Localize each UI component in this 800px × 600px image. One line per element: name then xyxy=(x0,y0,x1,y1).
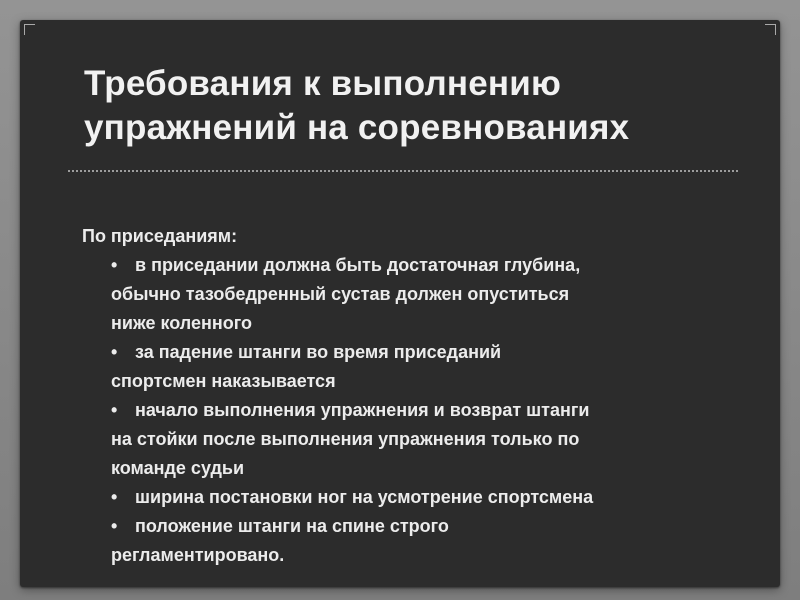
bullet-icon: • xyxy=(111,487,118,507)
bullet-text: на стойки после выполнения упражнения только по xyxy=(111,429,580,449)
title-line: Требования к выполнению xyxy=(84,64,562,103)
bullet-icon: • xyxy=(111,255,118,275)
bullet-item xyxy=(82,251,742,338)
slide xyxy=(20,20,780,587)
bullet-text: регламентировано. xyxy=(111,545,285,565)
title-line: упражнений на соревнованиях xyxy=(84,108,630,147)
slide-title xyxy=(84,62,744,150)
bullet-item xyxy=(82,512,742,570)
bullet-icon: • xyxy=(111,400,118,420)
bullet-text: спортсмен наказывается xyxy=(111,371,336,391)
bullet-icon: • xyxy=(111,342,118,362)
bullet-text: начало выполнения упражнения и возврат штанги xyxy=(135,400,590,420)
bullet-item xyxy=(82,396,742,483)
bullet-text: положение штанги на спине строго xyxy=(135,516,449,536)
bullet-text: ниже коленного xyxy=(111,313,252,333)
bullet-text: в приседании должна быть достаточная глубина, xyxy=(135,255,581,275)
bullet-text: ширина постановки ног на усмотрение спортсмена xyxy=(135,487,594,507)
corner-mark-top-left xyxy=(24,24,35,35)
corner-mark-top-right xyxy=(765,24,776,35)
bullet-text: за падение штанги во время приседаний xyxy=(135,342,502,362)
bullet-item xyxy=(82,338,742,396)
dotted-divider xyxy=(68,170,738,172)
slide-body xyxy=(82,222,742,570)
bullet-item xyxy=(82,483,742,512)
section-heading: По приседаниям: xyxy=(82,226,238,246)
bullet-text: обычно тазобедренный сустав должен опуститься xyxy=(111,284,570,304)
bullet-icon: • xyxy=(111,516,118,536)
bullet-text: команде судьи xyxy=(111,458,245,478)
